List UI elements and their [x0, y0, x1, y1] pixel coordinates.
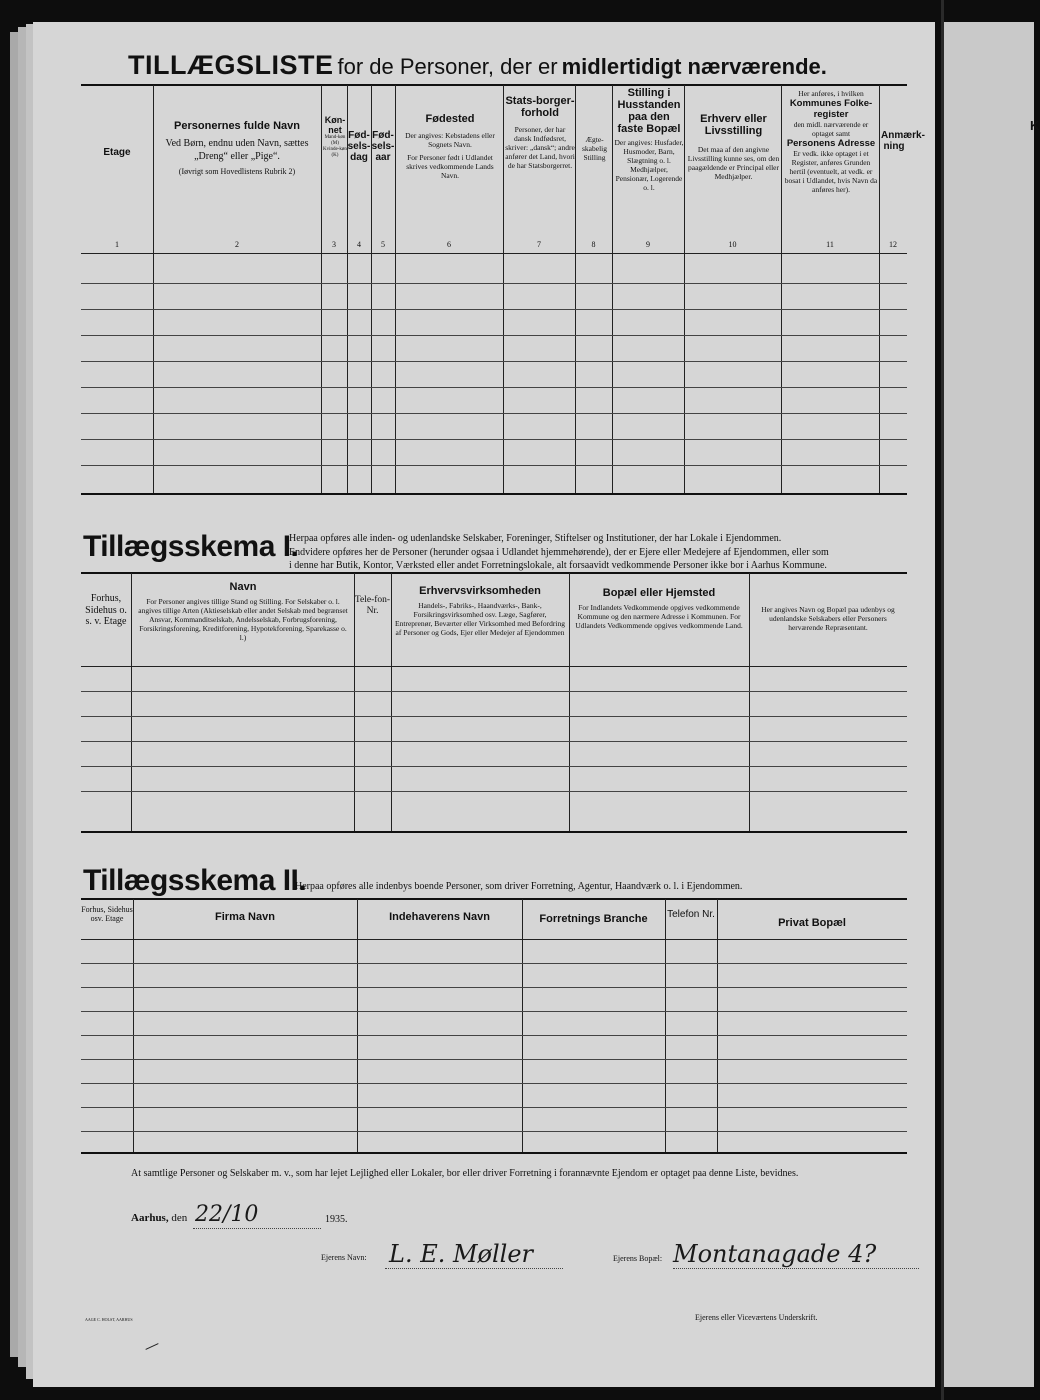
s2-col-firma: Firma Navn	[215, 911, 275, 923]
col-foedselsdag: Fød-sels-dag	[347, 130, 371, 163]
col-aegteskabelig: Ægte-skabelig Stilling	[582, 135, 607, 162]
date-handwritten: 22/10	[195, 1202, 259, 1227]
col-num: 12	[889, 240, 897, 249]
year: 1935.	[325, 1214, 348, 1225]
col-num: 6	[447, 240, 451, 249]
col-foedselsaar: Fød-sels-aar	[371, 130, 395, 163]
col-etage: Etage	[103, 147, 131, 158]
s2-col-etage: Forhus, Sidehus osv. Etage	[81, 905, 133, 924]
col-num: 11	[826, 240, 834, 249]
place-date-line	[131, 1212, 187, 1224]
pen-mark	[145, 1343, 158, 1350]
col-num: 1	[115, 240, 119, 249]
s2-col-telefon: Telefon Nr.	[667, 909, 715, 920]
s1-col-telefon: Tele-fon-Nr.	[354, 595, 391, 616]
title-bold: TILLÆGSLISTE	[128, 50, 334, 80]
owner-address-handwritten: Montanagade 4?	[673, 1240, 877, 1268]
printer-mark: AAGE C. HOLST, AARHUS	[85, 1317, 133, 1322]
s1-col-navn: Navn For Personer angives tillige Stand og Stilling. For Selskaber o. l. angives tillige Arten (Aktieselskab eller andet Selskab med begrænset Ansvar, Kommanditselskab, Andelsselskab, Forbrugsforening, Forsikringsforening, Kreditforening, Hypotekforening, Sparekasse o. l.)	[138, 581, 348, 642]
s1-col-etage: Forhus, Sidehus o. s. v. Etage	[85, 593, 127, 627]
owner-name-signature: L. E. Møller	[389, 1240, 534, 1268]
skema2-intro: Herpaa opføres alle indenbys boende Personer, som driver Forretning, Agentur, Haandværk o. l. i Ejendommen.	[295, 881, 743, 892]
s2-col-indehaver: Indehaverens Navn	[389, 911, 490, 923]
col-erhverv: Erhverv eller Livsstilling Det maa af den angivne Livsstilling kunne ses, om den paagældende er Principal eller Medhjælper.	[687, 113, 780, 181]
declaration-text: At samtlige Personer og Selskaber m. v., som har lejet Lejlighed eller Lokaler, bor eller driver Forretning i forannævnte Ejendom er optaget paa denne Liste, bevidnes.	[131, 1168, 799, 1179]
skema2-table	[81, 899, 907, 1154]
col-num: 9	[646, 240, 650, 249]
col-num: 7	[537, 240, 541, 249]
right-page-fragment: K	[1030, 118, 1040, 133]
col-num: 10	[728, 240, 737, 249]
s1-col-bopael: Bopæl eller Hjemsted For Indlandets Vedkommende opgives vedkommende Kommune og den nærmere Adresse i Kommunen. For Udlandets Vedkommende opgives vedkommende Land.	[575, 587, 743, 630]
s1-col-repraesentant: Her angives Navn og Bopæl paa udenbys og udenlandske Selskabers eller Personers herværende Repræsentant.	[761, 605, 895, 632]
place: Aarhus,	[131, 1212, 169, 1224]
s2-col-bopael: Privat Bopæl	[778, 917, 846, 929]
form-page	[33, 22, 935, 1387]
col-num: 5	[381, 240, 385, 249]
skema1-intro: Herpaa opføres alle inden- og udenlandske Selskaber, Foreninger, Stiftelser og Institutioner, der har Lokale i Ejendommen. Endvidere opføres her de Personer (herunder ogsaa i Udlandet hjemmehørende), der er Ejere eller Medejere af Ejendommen, eller som i denne har Butik, Kontor, Værksted eller andet Forretningslokale, alt forsaavidt vedkommende Personer ikke bor i Aarhus Kommune.	[289, 533, 829, 571]
right-page	[944, 22, 1040, 1387]
s2-col-branche: Forretnings Branche	[539, 913, 648, 925]
title-end: midlertidigt nærværende.	[561, 54, 827, 79]
s1-col-erhverv: Erhvervsvirksomheden Handels-, Fabriks-, Haandværks-, Bank-, Forsikringsvirksomhed osv. Læge, Sagfører, Entreprenør, Beværter eller Virksomhed med Befordring af Personer og Gods, Ejer eller Medejer af Ejendommen	[395, 585, 565, 637]
title-mid: for de Personer, der er	[337, 54, 558, 79]
skema1-title: Tillægsskema I.	[83, 530, 299, 563]
col-anmaerkning: Anmærk-ning	[881, 130, 925, 152]
skema1-table	[81, 573, 907, 833]
col-num: 4	[357, 240, 361, 249]
tillaegsliste-title	[128, 50, 827, 81]
col-stilling-husstand: Stilling i Husstanden paa den faste Bopæl Der angives: Husfader, Husmoder, Barn, Slægtning o. l. Medhjælper, Pensionær, Logerende o. l.	[614, 87, 684, 192]
col-num: 2	[235, 240, 239, 249]
skema2-title: Tillægsskema II.	[83, 864, 307, 897]
col-navn: Personernes fulde Navn Ved Børn, endnu uden Navn, sættes „Dreng“ eller „Pige“. (Iøvrigt som Hovedlistens Rubrik 2)	[165, 120, 309, 176]
tillaegsliste-table	[81, 85, 925, 495]
col-statsborger: Stats-borger-forhold Personer, der har dansk Indfødsret, skriver: „dansk“; andre anfører det Land, hvori de har Statsborgerret.	[505, 95, 575, 170]
col-num: 3	[332, 240, 336, 249]
col-num: 8	[591, 240, 596, 249]
col-foedested: Fødested Der angives: Kebstadens eller Sognets Navn. For Personer født i Udlandet skrives vedkommende Lands Navn.	[405, 113, 495, 180]
col-folkeregister: Her anføres, i hvilken Kommunes Folke-register den midl. nærværende er optaget samt Personens Adresse Er vedk. ikke optaget i et Register, anføres Grunden hertil (eventuelt, at vedk. er bosat i Udlandet, hvis Navn da anføres her).	[784, 89, 878, 194]
owner-address-label: Ejerens Bopæl:	[613, 1254, 663, 1263]
den-label: den	[171, 1212, 188, 1224]
col-koen: Køn-net Mand-køn (M) Kvinde-køn (K)	[323, 115, 347, 158]
signature-label: Ejerens eller Viceværtens Underskrift.	[695, 1313, 818, 1322]
owner-name-label: Ejerens Navn:	[321, 1253, 367, 1262]
